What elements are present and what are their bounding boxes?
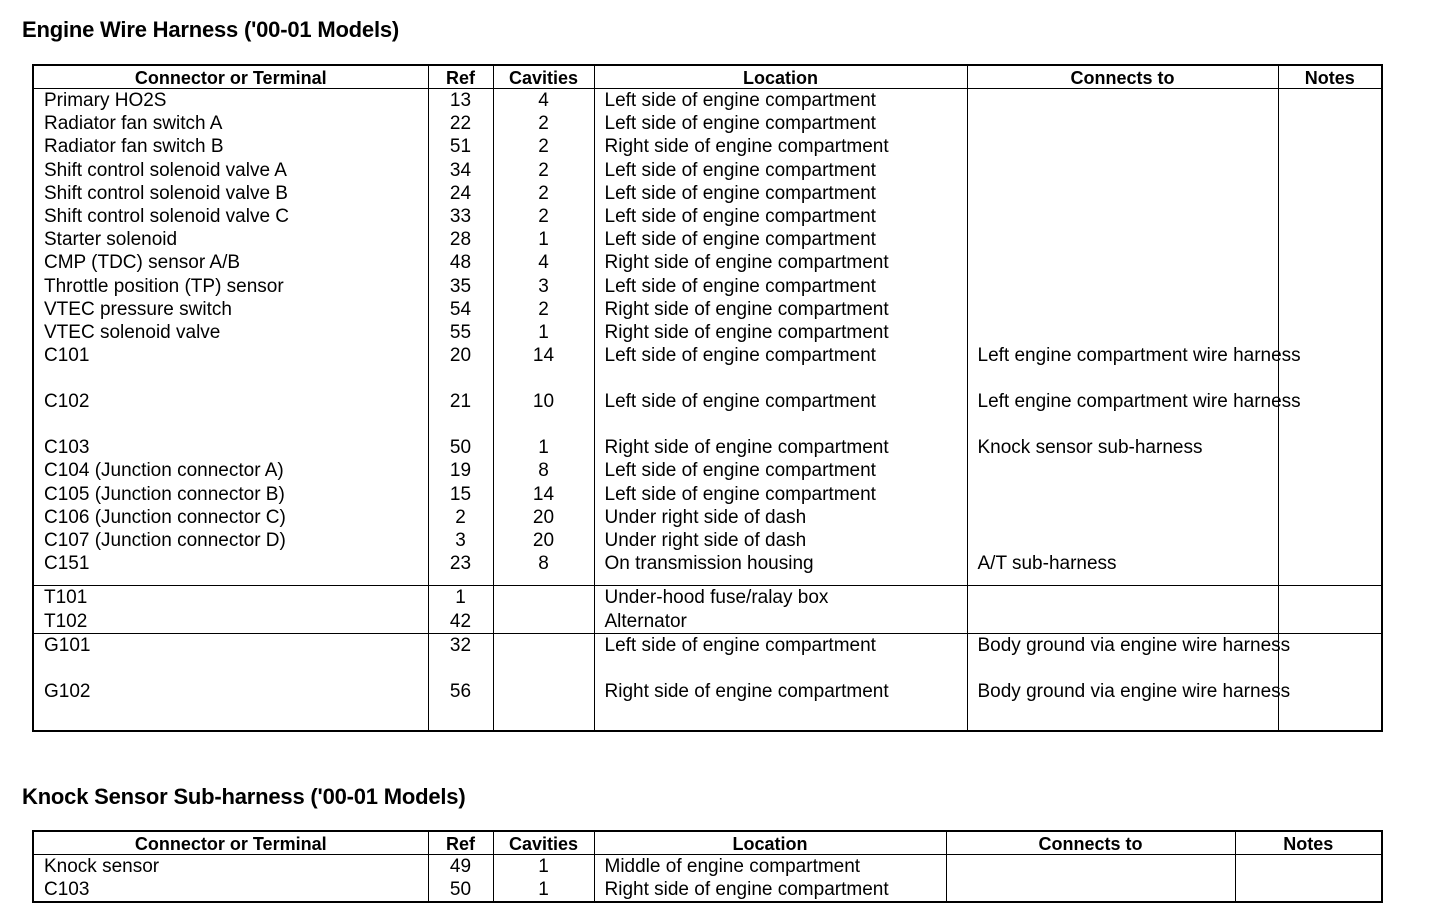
table-row <box>33 483 1382 506</box>
cell-connects-to <box>967 159 1278 182</box>
cell-connector: C103 <box>44 879 90 901</box>
cell-location: On transmission housing <box>594 552 967 586</box>
cell-notes <box>1278 228 1382 251</box>
cell-notes <box>1278 275 1382 298</box>
cell-ref: 22 <box>428 112 493 135</box>
table-row <box>33 89 1382 113</box>
cell-connects-to <box>946 878 1235 902</box>
cell-notes <box>1278 159 1382 182</box>
cell-location: Right side of engine compartment <box>594 298 967 321</box>
cell-notes <box>1278 298 1382 321</box>
cell-cavities: 1 <box>493 855 594 879</box>
knock-sensor-title: Knock Sensor Sub-harness ('00-01 Models) <box>22 784 466 809</box>
cell-connector: C101 <box>44 345 90 367</box>
cell-notes <box>1278 436 1382 459</box>
cell-cavities: 2 <box>493 298 594 321</box>
cell-notes <box>1278 506 1382 529</box>
cell-ref: 3 <box>428 529 493 552</box>
cell-connector: C104 (Junction connector A) <box>44 460 284 482</box>
cell-connector: Radiator fan switch B <box>44 136 224 158</box>
cell-location: Right side of engine compartment <box>594 878 946 902</box>
cell-connects-to <box>967 251 1278 274</box>
cell-cavities: 8 <box>493 459 594 482</box>
cell-notes <box>1278 89 1382 113</box>
cell-cavities: 20 <box>493 529 594 552</box>
cell-ref: 42 <box>428 610 493 634</box>
header-location: Location <box>594 65 967 89</box>
cell-connects-to <box>967 228 1278 251</box>
engine-harness-table <box>32 64 1383 732</box>
cell-connects-to: Body ground via engine wire harness <box>967 680 1278 731</box>
cell-connects-to <box>967 483 1278 506</box>
cell-cavities: 2 <box>493 135 594 158</box>
cell-ref: 23 <box>428 552 493 586</box>
cell-connector: Radiator fan switch A <box>44 113 223 135</box>
cell-location: Left side of engine compartment <box>594 390 967 436</box>
cell-connector: VTEC solenoid valve <box>44 322 221 344</box>
cell-location: Right side of engine compartment <box>594 436 967 459</box>
cell-ref: 54 <box>428 298 493 321</box>
table-row <box>33 135 1382 158</box>
cell-cavities: 1 <box>493 321 594 344</box>
cell-notes <box>1278 529 1382 552</box>
cell-cavities: 10 <box>493 390 594 436</box>
cell-connects-to <box>967 321 1278 344</box>
cell-ref: 51 <box>428 135 493 158</box>
cell-connects-to <box>967 459 1278 482</box>
table-row <box>33 552 1382 586</box>
cell-ref: 2 <box>428 506 493 529</box>
cell-location: Under right side of dash <box>594 529 967 552</box>
cell-location: Left side of engine compartment <box>594 182 967 205</box>
cell-notes <box>1278 321 1382 344</box>
cell-connects-to <box>967 586 1278 610</box>
engine-harness-title: Engine Wire Harness ('00-01 Models) <box>22 17 400 42</box>
cell-connects-to <box>967 506 1278 529</box>
cell-connects-to <box>946 855 1235 879</box>
cell-notes <box>1278 552 1382 586</box>
cell-ref: 28 <box>428 228 493 251</box>
cell-ref: 50 <box>428 436 493 459</box>
cell-location: Right side of engine compartment <box>594 680 967 731</box>
cell-location: Left side of engine compartment <box>594 112 967 135</box>
header-connects-to: Connects to <box>946 831 1235 855</box>
cell-connector: Primary HO2S <box>44 90 167 111</box>
table-row <box>33 321 1382 344</box>
table-row <box>33 205 1382 228</box>
cell-notes <box>1278 586 1382 610</box>
cell-connects-to <box>967 610 1278 634</box>
cell-connector: T102 <box>44 610 88 632</box>
cell-ref: 15 <box>428 483 493 506</box>
cell-connector: Shift control solenoid valve B <box>44 182 288 204</box>
cell-connector: Shift control solenoid valve C <box>44 206 290 228</box>
cell-ref: 19 <box>428 459 493 482</box>
cell-ref: 48 <box>428 251 493 274</box>
table-row <box>33 633 1382 680</box>
cell-connects-to: Left engine compartment wire harness <box>967 344 1278 390</box>
header-cavities: Cavities <box>493 65 594 89</box>
cell-location: Left side of engine compartment <box>594 275 967 298</box>
table-row <box>33 112 1382 135</box>
cell-cavities: 2 <box>493 205 594 228</box>
table-row <box>33 680 1382 731</box>
cell-notes <box>1278 251 1382 274</box>
table-row <box>33 459 1382 482</box>
cell-notes <box>1278 112 1382 135</box>
cell-connects-to <box>967 182 1278 205</box>
cell-ref: 55 <box>428 321 493 344</box>
cell-connector: C102 <box>44 391 90 413</box>
header-connector: Connector or Terminal <box>33 831 428 855</box>
cell-notes <box>1235 855 1382 879</box>
table-header-row <box>33 831 1382 855</box>
table-row <box>33 506 1382 529</box>
cell-connector: CMP (TDC) sensor A/B <box>44 252 241 274</box>
cell-connects-to <box>967 529 1278 552</box>
cell-connector: Starter solenoid <box>44 229 178 251</box>
cell-ref: 34 <box>428 159 493 182</box>
header-connector: Connector or Terminal <box>33 65 428 89</box>
cell-location: Right side of engine compartment <box>594 135 967 158</box>
cell-cavities: 2 <box>493 112 594 135</box>
table-row <box>33 586 1382 610</box>
table-row <box>33 251 1382 274</box>
table-row <box>33 228 1382 251</box>
cell-connects-to: A/T sub-harness <box>967 552 1278 586</box>
cell-cavities: 14 <box>493 483 594 506</box>
cell-notes <box>1278 182 1382 205</box>
cell-ref: 21 <box>428 390 493 436</box>
cell-connector: VTEC pressure switch <box>44 298 232 320</box>
cell-cavities: 14 <box>493 344 594 390</box>
cell-notes <box>1278 680 1382 731</box>
cell-ref: 56 <box>428 680 493 731</box>
cell-ref: 20 <box>428 344 493 390</box>
table-row <box>33 390 1382 436</box>
cell-cavities <box>493 633 594 680</box>
cell-cavities <box>493 586 594 610</box>
header-ref: Ref <box>428 65 493 89</box>
cell-location: Left side of engine compartment <box>594 633 967 680</box>
cell-ref: 49 <box>428 855 493 879</box>
cell-notes <box>1278 459 1382 482</box>
cell-connector: Shift control solenoid valve A <box>44 159 287 181</box>
cell-connector: C105 (Junction connector B) <box>44 483 285 505</box>
cell-location: Right side of engine compartment <box>594 251 967 274</box>
cell-location: Under-hood fuse/ralay box <box>594 586 967 610</box>
cell-location: Left side of engine compartment <box>594 159 967 182</box>
cell-connector: G102 <box>44 680 91 702</box>
cell-cavities: 3 <box>493 275 594 298</box>
table-row <box>33 182 1382 205</box>
cell-cavities: 4 <box>493 251 594 274</box>
cell-cavities: 2 <box>493 159 594 182</box>
table-row <box>33 159 1382 182</box>
cell-connector: G101 <box>33 633 428 680</box>
header-notes: Notes <box>1278 65 1382 89</box>
table-row <box>33 529 1382 552</box>
header-location: Location <box>594 831 946 855</box>
cell-connector: C103 <box>44 437 90 459</box>
cell-cavities: 1 <box>493 228 594 251</box>
cell-connects-to <box>967 298 1278 321</box>
cell-connector: C106 (Junction connector C) <box>44 506 286 528</box>
table-row <box>33 855 1382 879</box>
table-row <box>33 878 1382 902</box>
cell-location: Left side of engine compartment <box>594 344 967 390</box>
cell-cavities: 4 <box>493 89 594 113</box>
header-ref: Ref <box>428 831 493 855</box>
table-row <box>33 344 1382 390</box>
cell-connector: T101 <box>33 586 428 610</box>
knock-sensor-table <box>32 830 1383 903</box>
cell-location: Left side of engine compartment <box>594 205 967 228</box>
cell-cavities: 8 <box>493 552 594 586</box>
cell-location: Right side of engine compartment <box>594 321 967 344</box>
cell-location: Left side of engine compartment <box>594 459 967 482</box>
cell-notes <box>1278 135 1382 158</box>
cell-connects-to <box>967 275 1278 298</box>
cell-connects-to: Left engine compartment wire harness <box>967 390 1278 436</box>
cell-connector: C107 (Junction connector D) <box>44 530 286 552</box>
cell-ref: 32 <box>428 633 493 680</box>
cell-connects-to <box>967 205 1278 228</box>
cell-notes <box>1278 205 1382 228</box>
cell-location: Left side of engine compartment <box>594 483 967 506</box>
cell-connects-to <box>967 112 1278 135</box>
cell-connector: Knock sensor <box>44 856 160 877</box>
cell-ref: 1 <box>428 586 493 610</box>
cell-notes <box>1278 610 1382 634</box>
header-cavities: Cavities <box>493 831 594 855</box>
cell-location: Middle of engine compartment <box>594 855 946 879</box>
cell-ref: 50 <box>428 878 493 902</box>
cell-connects-to: Body ground via engine wire harness <box>967 633 1278 680</box>
cell-notes <box>1235 878 1382 902</box>
table-row <box>33 298 1382 321</box>
cell-location: Alternator <box>594 610 967 634</box>
cell-cavities: 1 <box>493 878 594 902</box>
cell-connector: C151 <box>44 553 90 575</box>
cell-ref: 35 <box>428 275 493 298</box>
cell-ref: 13 <box>428 89 493 113</box>
table-row <box>33 610 1382 634</box>
header-connects-to: Connects to <box>967 65 1278 89</box>
cell-connector: Throttle position (TP) sensor <box>44 275 284 297</box>
cell-connects-to <box>967 89 1278 113</box>
cell-cavities: 2 <box>493 182 594 205</box>
cell-connects-to <box>967 135 1278 158</box>
cell-ref: 33 <box>428 205 493 228</box>
cell-cavities <box>493 680 594 731</box>
cell-connects-to: Knock sensor sub-harness <box>967 436 1278 459</box>
cell-location: Under right side of dash <box>594 506 967 529</box>
cell-cavities <box>493 610 594 634</box>
cell-location: Left side of engine compartment <box>594 228 967 251</box>
cell-ref: 24 <box>428 182 493 205</box>
cell-cavities: 20 <box>493 506 594 529</box>
table-row <box>33 436 1382 459</box>
table-row <box>33 275 1382 298</box>
cell-notes <box>1278 483 1382 506</box>
cell-cavities: 1 <box>493 436 594 459</box>
header-notes: Notes <box>1235 831 1382 855</box>
cell-notes <box>1278 633 1382 680</box>
table-header-row <box>33 65 1382 89</box>
cell-location: Left side of engine compartment <box>594 89 967 113</box>
